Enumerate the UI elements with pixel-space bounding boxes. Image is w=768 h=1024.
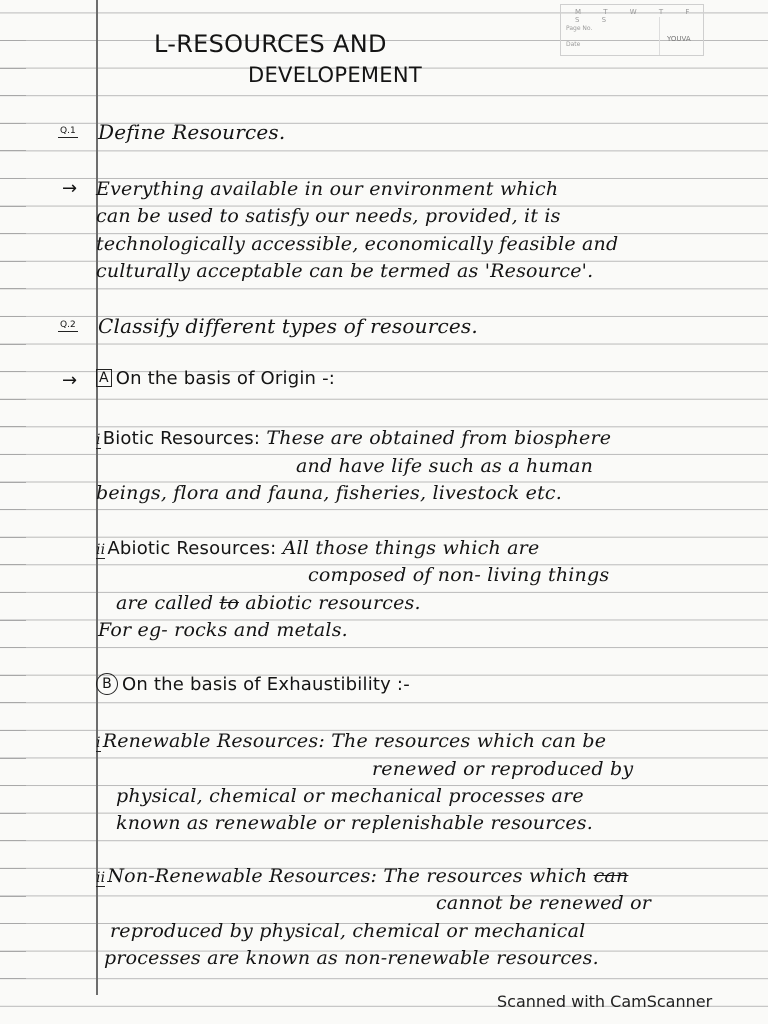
binding-tick <box>0 675 26 676</box>
date-label: Date <box>566 41 581 48</box>
section-b-title: On the basis of Exhaustibility :- <box>122 674 410 695</box>
binding-tick <box>0 68 26 69</box>
binding-tick <box>0 730 26 731</box>
struck-word: to <box>219 592 239 614</box>
question-2-text: Classify different types of resources. <box>98 314 478 338</box>
renewable-line-1 <box>96 730 606 752</box>
struck-word: can <box>593 865 629 887</box>
date-box <box>560 4 704 56</box>
chapter-title-line-2: DEVELOPEMENT <box>248 63 423 87</box>
binding-tick <box>0 620 26 621</box>
abiotic-term: Abiotic Resources: <box>107 538 277 559</box>
binding-tick <box>0 840 26 841</box>
binding-tick <box>0 426 26 427</box>
binding-tick <box>0 482 26 483</box>
binding-tick <box>0 316 26 317</box>
renewable-line-4: known as renewable or replenishable resources. <box>116 812 594 834</box>
binding-tick <box>0 868 26 869</box>
nonrenewable-line-3: reproduced by physical, chemical or mechanical <box>110 920 586 942</box>
binding-tick <box>0 344 26 345</box>
abiotic-line-3 <box>116 592 421 614</box>
arrow-icon: → <box>62 178 78 199</box>
weekday-row: M T W T F S S <box>575 8 700 24</box>
section-a-heading <box>96 368 335 389</box>
abiotic-line-4: For eg- rocks and metals. <box>98 619 348 641</box>
answer-1-line-1: Everything available in our environment which <box>96 178 559 200</box>
section-a-title: On the basis of Origin -: <box>115 368 336 389</box>
biotic-term: Biotic Resources: <box>102 428 261 449</box>
binding-tick <box>0 785 26 786</box>
binding-tick <box>0 978 26 979</box>
nonrenewable-text-1: The resources which <box>383 865 588 887</box>
nonrenewable-term: Non-Renewable Resources: <box>107 865 378 887</box>
binding-tick <box>0 923 26 924</box>
page-no-label: Page No. <box>566 25 593 32</box>
binding-tick <box>0 537 26 538</box>
arrow-icon: → <box>62 370 78 391</box>
brand-label: YOUVA <box>667 35 691 43</box>
answer-1-line-4: culturally acceptable can be termed as 'Resource'. <box>96 260 594 282</box>
abiotic-text-3b: abiotic resources. <box>245 592 421 614</box>
binding-tick <box>0 813 26 814</box>
chapter-title-line-1: L-RESOURCES AND <box>154 30 387 58</box>
scanner-watermark: Scanned with CamScanner <box>497 992 713 1011</box>
binding-tick <box>0 123 26 124</box>
binding-tick <box>0 758 26 759</box>
section-b-heading <box>96 673 410 695</box>
question-2-label: Q.2 <box>60 320 76 330</box>
item-number: ii <box>96 542 106 558</box>
binding-tick <box>0 454 26 455</box>
section-b-marker: B <box>96 673 118 695</box>
binding-tick <box>0 371 26 372</box>
binding-edge <box>0 40 30 1000</box>
binding-tick <box>0 95 26 96</box>
binding-tick <box>0 509 26 510</box>
binding-tick <box>0 702 26 703</box>
answer-1-line-3: technologically accessible, economically feasible and <box>96 233 619 255</box>
section-a-marker: A <box>96 369 112 387</box>
biotic-line-3: beings, flora and fauna, fisheries, livestock etc. <box>96 482 562 504</box>
binding-tick <box>0 896 26 897</box>
binding-tick <box>0 40 26 41</box>
item-number: i <box>96 735 101 751</box>
biotic-text-1: These are obtained from biosphere <box>266 427 612 449</box>
binding-tick <box>0 951 26 952</box>
nonrenewable-line-2: cannot be renewed or <box>436 892 652 914</box>
nonrenewable-line-4: processes are known as non-renewable resources. <box>104 947 599 969</box>
renewable-term: Renewable Resources: <box>102 730 325 752</box>
abiotic-line-2: composed of non- living things <box>308 564 610 586</box>
nonrenewable-line-1 <box>96 865 628 887</box>
date-box-divider <box>659 17 660 55</box>
question-1-label: Q.1 <box>60 126 76 136</box>
renewable-text-1: The resources which can be <box>331 730 607 752</box>
binding-tick <box>0 564 26 565</box>
binding-tick <box>0 206 26 207</box>
item-number: ii <box>96 870 106 886</box>
question-1-text: Define Resources. <box>98 120 286 144</box>
binding-tick <box>0 399 26 400</box>
binding-tick <box>0 592 26 593</box>
abiotic-text-1: All those things which are <box>282 537 540 559</box>
abiotic-text-3a: are called <box>116 592 214 614</box>
biotic-line-2: and have life such as a human <box>296 455 594 477</box>
abiotic-line-1 <box>96 537 539 559</box>
biotic-line-1 <box>96 427 611 449</box>
binding-tick <box>0 178 26 179</box>
binding-tick <box>0 261 26 262</box>
binding-tick <box>0 647 26 648</box>
binding-tick <box>0 233 26 234</box>
renewable-line-2: renewed or reproduced by <box>372 758 634 780</box>
binding-tick <box>0 150 26 151</box>
item-number: i <box>96 432 101 448</box>
renewable-line-3: physical, chemical or mechanical processes are <box>116 785 584 807</box>
answer-1-line-2: can be used to satisfy our needs, provided, it is <box>96 205 561 227</box>
binding-tick <box>0 288 26 289</box>
